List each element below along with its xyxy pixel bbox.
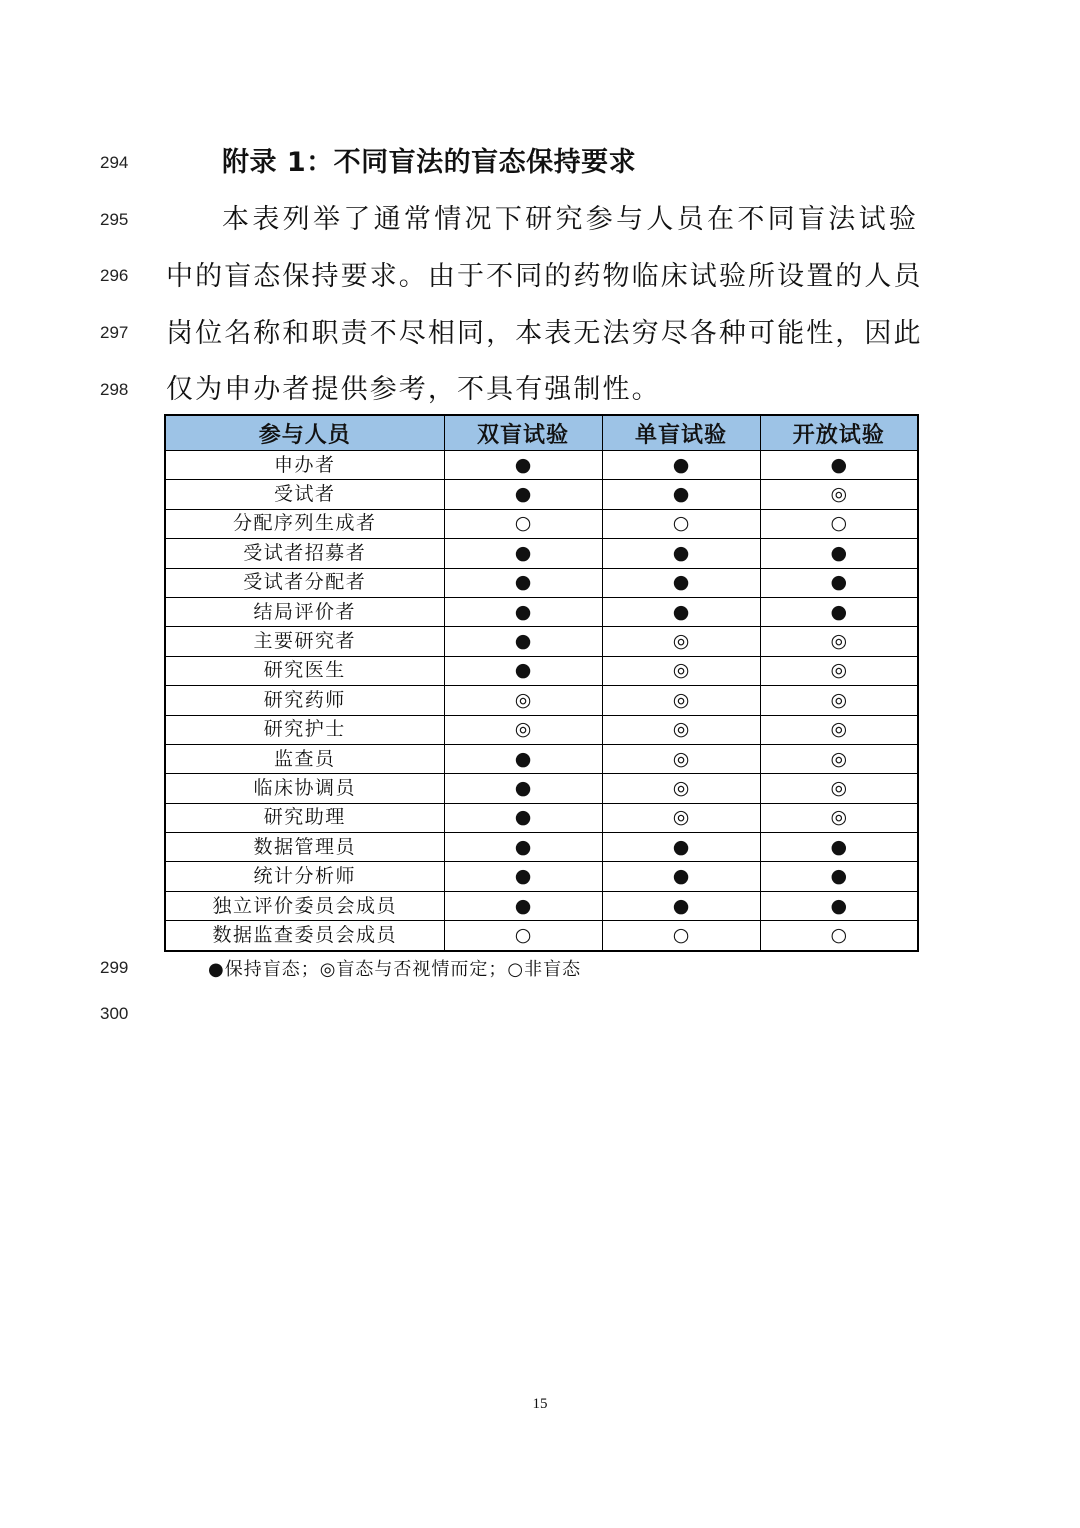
table-row xyxy=(165,921,918,951)
participant-cell: 受试者 xyxy=(165,480,444,509)
paragraph-line-3: 岗位名称和职责不尽相同，本表无法穷尽各种可能性，因此 xyxy=(166,318,923,349)
paragraph-line-2: 中的盲态保持要求。由于不同的药物临床试验所设置的人员 xyxy=(166,261,923,292)
open-label-cell: ◎ xyxy=(760,803,918,832)
single-blind-cell: ○ xyxy=(602,921,760,951)
header-double-blind: 双盲试验 xyxy=(444,415,602,451)
single-blind-cell: ◎ xyxy=(602,715,760,744)
table-row xyxy=(165,627,918,656)
double-blind-cell: ◎ xyxy=(444,715,602,744)
participant-cell: 监查员 xyxy=(165,744,444,773)
single-blind-cell: ◎ xyxy=(602,803,760,832)
double-blind-cell: ● xyxy=(444,451,602,480)
line-number-299: 299 xyxy=(100,958,129,977)
paragraph-line-1: 本表列举了通常情况下研究参与人员在不同盲法试验 xyxy=(222,204,918,235)
table-row xyxy=(165,891,918,920)
participant-cell: 结局评价者 xyxy=(165,597,444,626)
single-blind-cell: ● xyxy=(602,480,760,509)
table-body xyxy=(165,451,918,951)
participant-cell: 受试者招募者 xyxy=(165,539,444,568)
single-blind-cell: ● xyxy=(602,597,760,626)
open-label-cell: ◎ xyxy=(760,627,918,656)
line-number-297: 297 xyxy=(100,323,129,342)
double-blind-cell: ● xyxy=(444,862,602,891)
header-participant: 参与人员 xyxy=(165,415,444,451)
open-label-cell: ◎ xyxy=(760,686,918,715)
single-blind-cell: ● xyxy=(602,862,760,891)
single-blind-cell: ◎ xyxy=(602,686,760,715)
table-row xyxy=(165,774,918,803)
single-blind-cell: ● xyxy=(602,539,760,568)
table-row xyxy=(165,568,918,597)
single-blind-cell: ● xyxy=(602,833,760,862)
participant-cell: 申办者 xyxy=(165,451,444,480)
table-row xyxy=(165,715,918,744)
table-row xyxy=(165,862,918,891)
table-row xyxy=(165,833,918,862)
line-number-300: 300 xyxy=(100,1004,129,1023)
table-row xyxy=(165,803,918,832)
double-blind-cell: ● xyxy=(444,568,602,597)
table-row xyxy=(165,539,918,568)
table-row xyxy=(165,509,918,538)
participant-cell: 研究医生 xyxy=(165,656,444,685)
participant-cell: 数据管理员 xyxy=(165,833,444,862)
line-number-295: 295 xyxy=(100,210,129,229)
table-row xyxy=(165,597,918,626)
single-blind-cell: ○ xyxy=(602,509,760,538)
open-label-cell: ◎ xyxy=(760,744,918,773)
double-blind-cell: ◎ xyxy=(444,686,602,715)
double-blind-cell: ○ xyxy=(444,509,602,538)
open-label-cell: ● xyxy=(760,451,918,480)
table-header-row xyxy=(165,415,918,451)
line-number-296: 296 xyxy=(100,266,129,285)
open-label-cell: ● xyxy=(760,568,918,597)
double-blind-cell: ● xyxy=(444,627,602,656)
table-row xyxy=(165,451,918,480)
participant-cell: 分配序列生成者 xyxy=(165,509,444,538)
open-label-cell: ● xyxy=(760,891,918,920)
open-label-cell: ◎ xyxy=(760,715,918,744)
header-single-blind: 单盲试验 xyxy=(602,415,760,451)
double-blind-cell: ● xyxy=(444,597,602,626)
double-blind-cell: ● xyxy=(444,891,602,920)
open-label-cell: ○ xyxy=(760,509,918,538)
line-number-294: 294 xyxy=(100,153,129,172)
table-row xyxy=(165,656,918,685)
page-number: 15 xyxy=(532,1396,548,1412)
open-label-cell: ● xyxy=(760,539,918,568)
open-label-cell: ● xyxy=(760,597,918,626)
participant-cell: 独立评价委员会成员 xyxy=(165,891,444,920)
appendix-heading: 附录 1：不同盲法的盲态保持要求 xyxy=(222,147,637,178)
participant-cell: 统计分析师 xyxy=(165,862,444,891)
participant-cell: 受试者分配者 xyxy=(165,568,444,597)
single-blind-cell: ◎ xyxy=(602,627,760,656)
participant-cell: 研究药师 xyxy=(165,686,444,715)
blinding-requirements-table xyxy=(164,414,919,952)
participant-cell: 临床协调员 xyxy=(165,774,444,803)
single-blind-cell: ● xyxy=(602,891,760,920)
open-label-cell: ◎ xyxy=(760,480,918,509)
open-label-cell: ○ xyxy=(760,921,918,951)
double-blind-cell: ● xyxy=(444,803,602,832)
double-blind-cell: ● xyxy=(444,833,602,862)
single-blind-cell: ● xyxy=(602,568,760,597)
single-blind-cell: ● xyxy=(602,451,760,480)
participant-cell: 研究助理 xyxy=(165,803,444,832)
double-blind-cell: ● xyxy=(444,744,602,773)
participant-cell: 主要研究者 xyxy=(165,627,444,656)
paragraph-line-4: 仅为申办者提供参考，不具有强制性。 xyxy=(166,374,661,405)
table-legend: ●保持盲态；◎盲态与否视情而定；○非盲态 xyxy=(208,959,582,980)
participant-cell: 研究护士 xyxy=(165,715,444,744)
header-open-label: 开放试验 xyxy=(760,415,918,451)
single-blind-cell: ◎ xyxy=(602,744,760,773)
double-blind-cell: ● xyxy=(444,539,602,568)
single-blind-cell: ◎ xyxy=(602,774,760,803)
line-number-298: 298 xyxy=(100,380,129,399)
double-blind-cell: ● xyxy=(444,480,602,509)
double-blind-cell: ● xyxy=(444,656,602,685)
single-blind-cell: ◎ xyxy=(602,656,760,685)
table-row xyxy=(165,744,918,773)
open-label-cell: ● xyxy=(760,833,918,862)
open-label-cell: ◎ xyxy=(760,656,918,685)
open-label-cell: ◎ xyxy=(760,774,918,803)
double-blind-cell: ● xyxy=(444,774,602,803)
double-blind-cell: ○ xyxy=(444,921,602,951)
table-row xyxy=(165,480,918,509)
table-row xyxy=(165,686,918,715)
participant-cell: 数据监查委员会成员 xyxy=(165,921,444,951)
open-label-cell: ● xyxy=(760,862,918,891)
